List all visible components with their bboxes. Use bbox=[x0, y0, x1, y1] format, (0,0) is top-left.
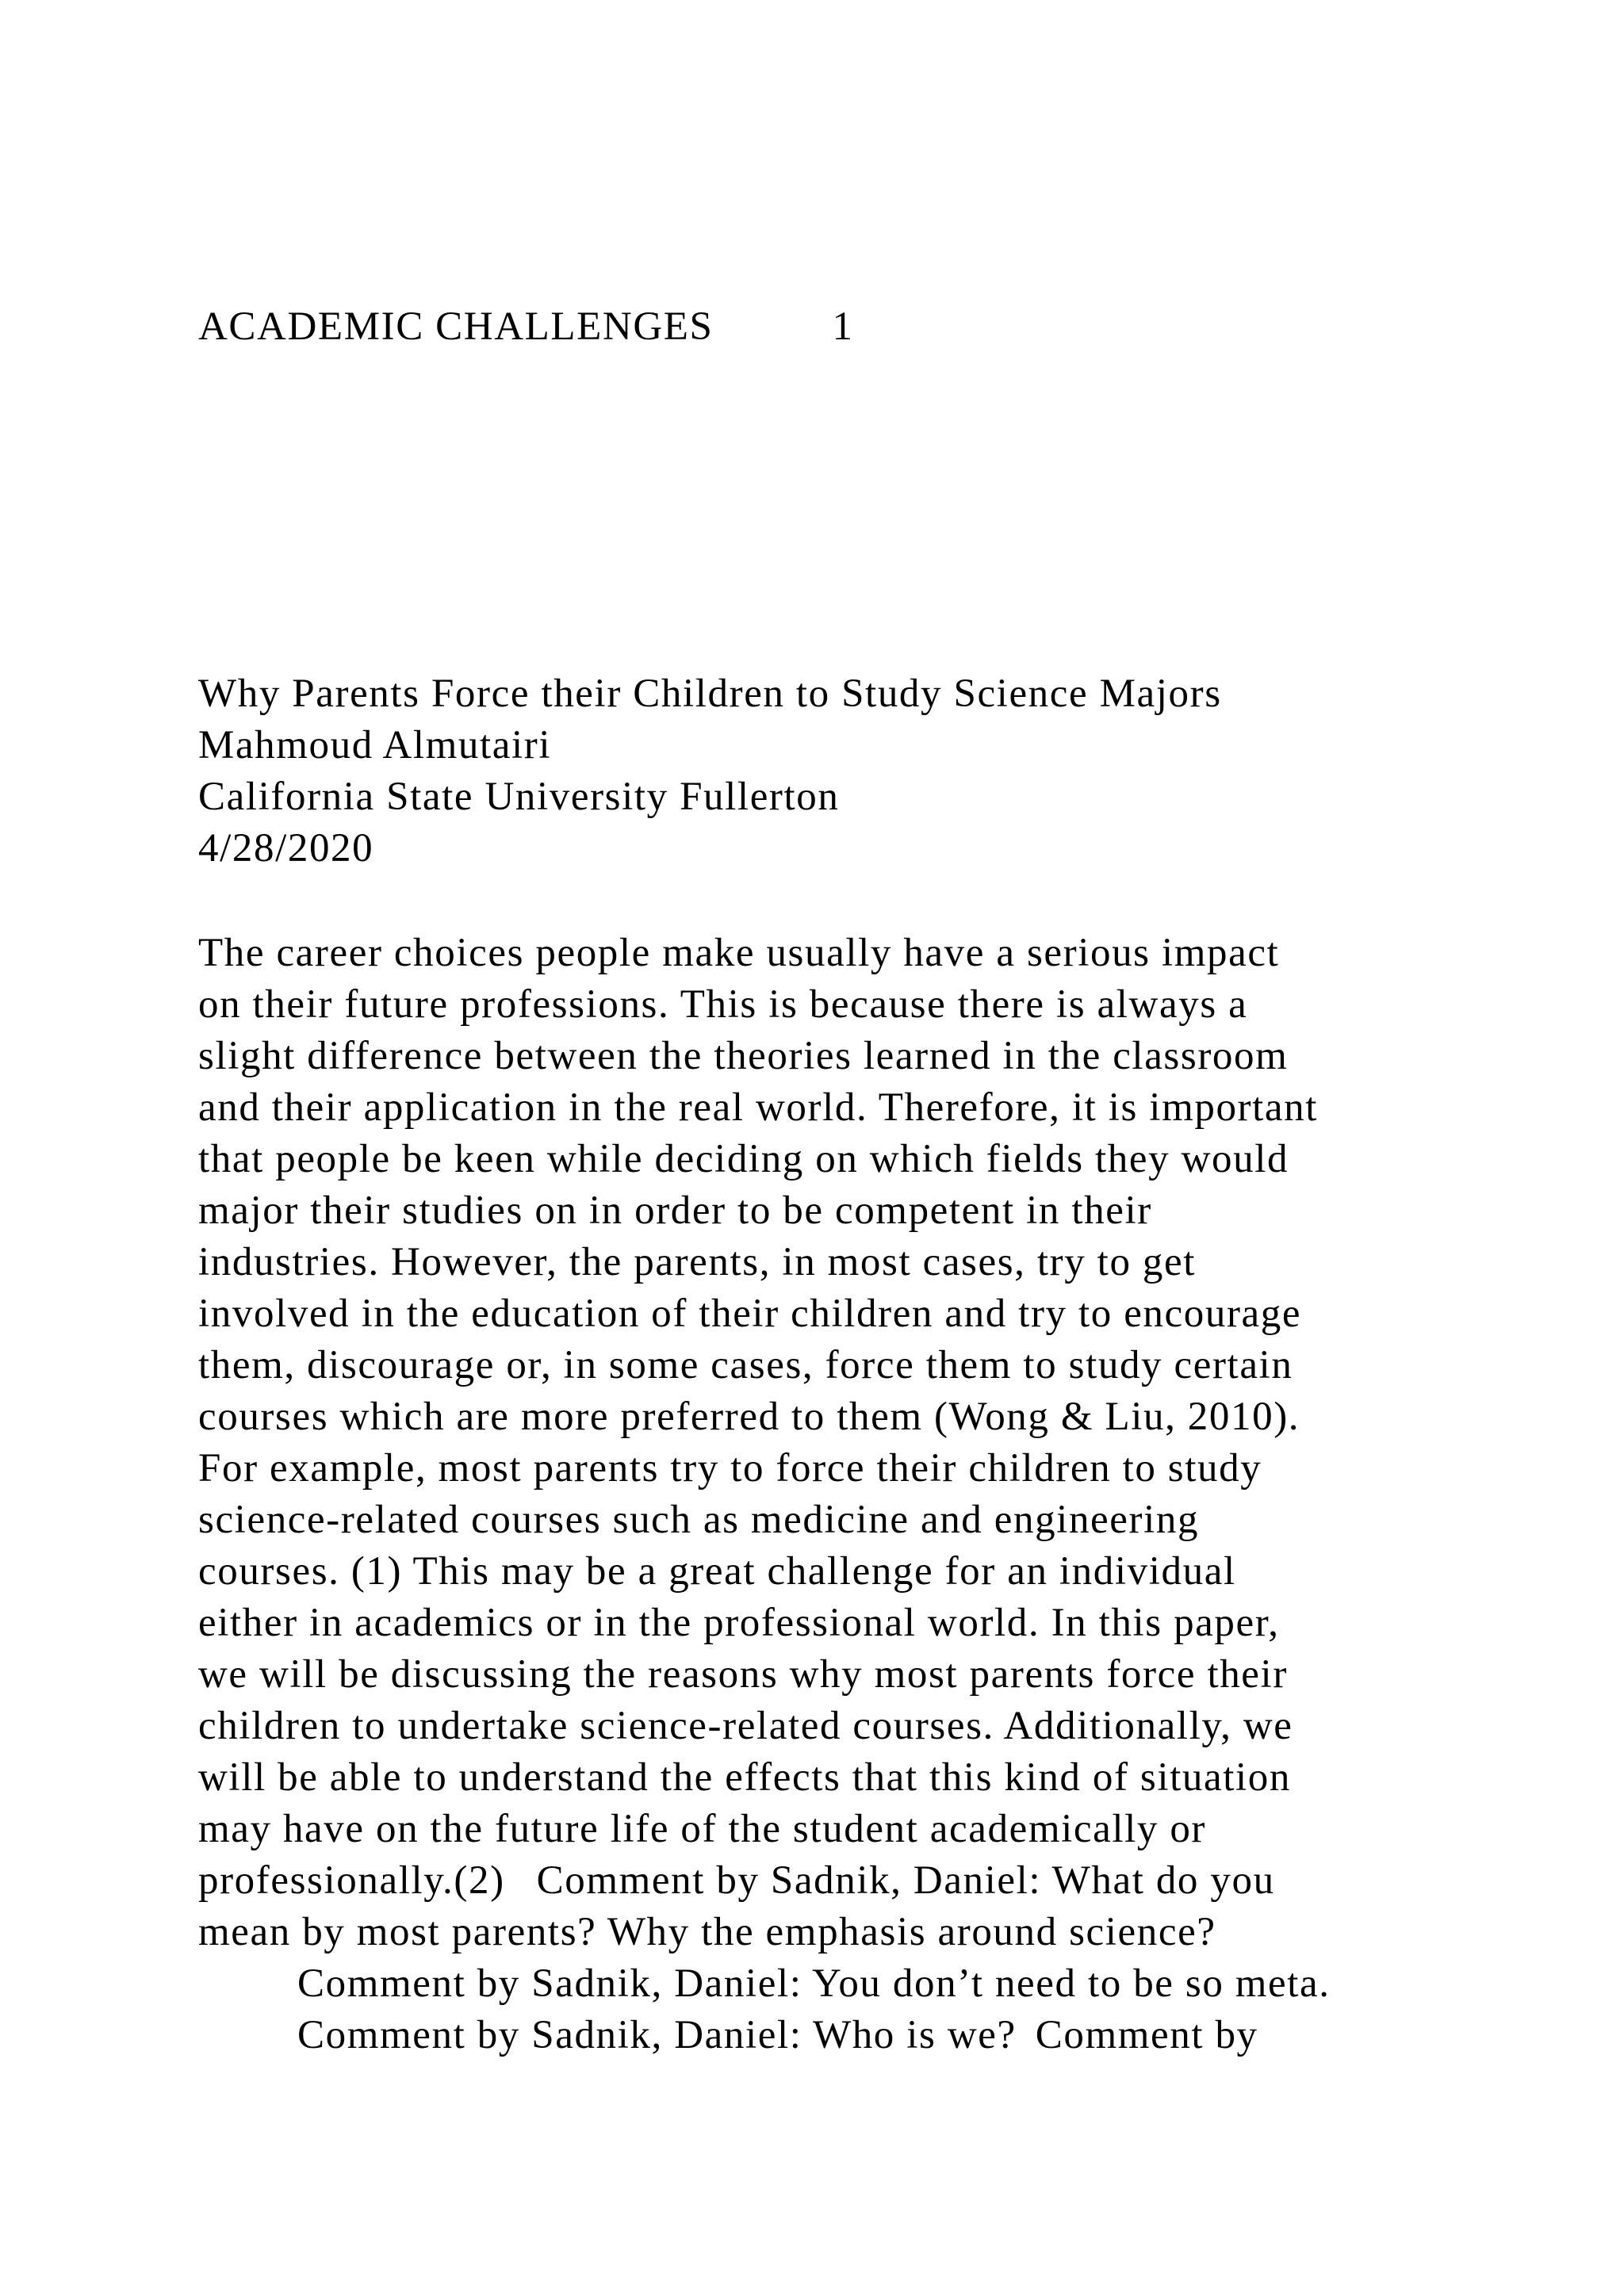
paper-title: Why Parents Force their Children to Study Science Majors bbox=[198, 672, 1222, 716]
running-head: ACADEMIC CHALLENGES bbox=[198, 304, 714, 349]
body-line: children to undertake science-related courses. Additionally, we bbox=[198, 1704, 1293, 1748]
body-line: slight difference between the theories learned in the classroom bbox=[198, 1034, 1289, 1078]
body-line-with-comment bbox=[198, 1857, 1275, 1904]
body-line: involved in the education of their children and try to encourage bbox=[198, 1292, 1302, 1336]
body-line: on their future professions. This is because there is always a bbox=[198, 982, 1248, 1027]
page-number: 1 bbox=[832, 304, 854, 349]
body-line: them, discourage or, in some cases, force them to study certain bbox=[198, 1343, 1293, 1387]
body-line: may have on the future life of the student academically or bbox=[198, 1807, 1207, 1851]
body-line: either in academics or in the professional world. In this paper, bbox=[198, 1601, 1280, 1645]
comment-3: Comment by Sadnik, Daniel: Who is we? bbox=[297, 2013, 1017, 2057]
body-line: will be able to understand the effects that this kind of situation bbox=[198, 1755, 1291, 1800]
body-line: science-related courses such as medicine and engineering bbox=[198, 1498, 1200, 1542]
comment-line bbox=[297, 2011, 1258, 2059]
body-line: courses. (1) This may be a great challenge for an individual bbox=[198, 1549, 1236, 1594]
comment-2: Comment by Sadnik, Daniel: You don’t need to be so meta. bbox=[297, 1961, 1331, 2006]
body-line: we will be discussing the reasons why most parents force their bbox=[198, 1652, 1288, 1697]
body-line: that people be keen while deciding on which fields they would bbox=[198, 1137, 1289, 1181]
body-last-line: professionally.(2) bbox=[198, 1858, 505, 1903]
author-name: Mahmoud Almutairi bbox=[198, 723, 552, 767]
comment-1-continued: mean by most parents? Why the emphasis around science? bbox=[198, 1910, 1216, 1954]
body-line: The career choices people make usually have a serious impact bbox=[198, 931, 1280, 975]
comment-4-start: Comment by bbox=[1035, 2013, 1258, 2057]
paper-date: 4/28/2020 bbox=[198, 826, 374, 871]
body-line: For example, most parents try to force their children to study bbox=[198, 1446, 1262, 1490]
body-line: industries. However, the parents, in most cases, try to get bbox=[198, 1240, 1197, 1284]
institution-name: California State University Fullerton bbox=[198, 775, 840, 819]
body-line: and their application in the real world. Therefore, it is important bbox=[198, 1085, 1319, 1130]
running-head-line bbox=[198, 303, 854, 350]
body-line: major their studies on in order to be competent in their bbox=[198, 1188, 1152, 1233]
body-line: courses which are more preferred to them (Wong & Liu, 2010). bbox=[198, 1395, 1300, 1439]
comment-1: Comment by Sadnik, Daniel: What do you bbox=[536, 1858, 1275, 1903]
